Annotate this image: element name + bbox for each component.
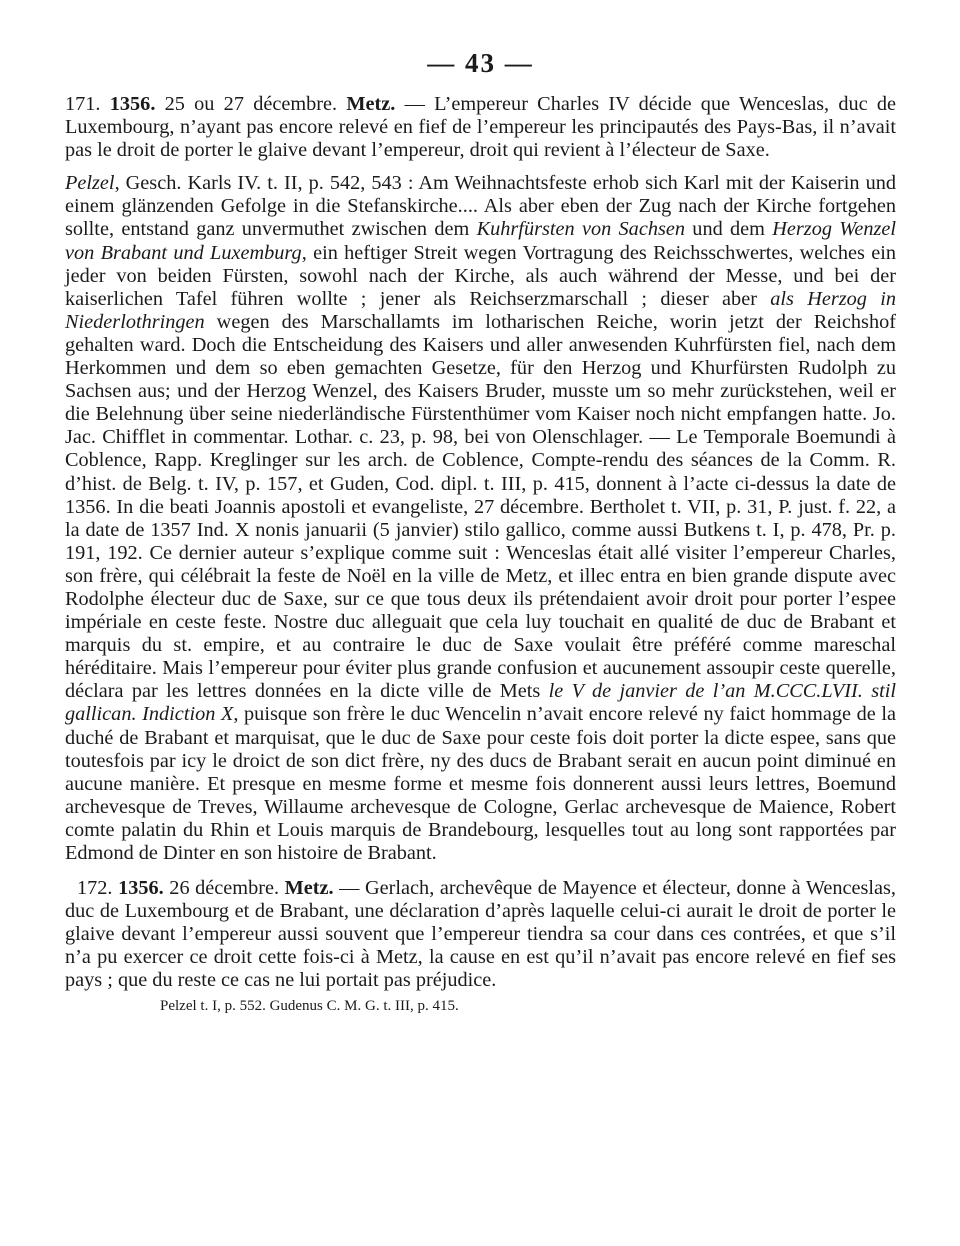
source-italic-2: Herzog Wenzel von Brabant und Luxemburg: [65, 218, 896, 264]
source-text-1: , Gesch. Karls IV. t. II, p. 542, 543 : Am Weihnachtsfeste erhob sich Karl mit der Kaiserin und einem glänzenden Gefolge in die Stefanskirche.... Als aber eben der Zug nach der Kirche fortgehen sollte, entstand ganz unvermuthet zwischen dem: [65, 172, 896, 241]
entry-footnote: Pelzel t. I, p. 552. Gudenus C. M. G. t. III, p. 415.: [160, 997, 459, 1014]
source-text-4: wegen des Marschallamts im lotharischen Reiche, worin jetzt der Reichshof gehalten ward. Doch die Entscheidung des Kaisers und aller anwesenden Kuhrfürsten fiel, nach dem Herkommen und dem so eben gemachten Gesetze, für den Herzog und Khurfürsten Rudolph zu Sachsen aus; und der Herzog Wenzel, des Kaisers Bruder, musste um so mehr zurückstehen, weil er die Belehnung über seine niederländische Fürstenthümer vom Kaiser noch nicht empfangen hatte. Jo. Jac. Chifflet in commentar. Lothar. c. 23, p. 98, bei von Olenschlager. — Le Temporale Boemundi à Coblence, Rapp. Kreglinger sur les arch. de Coblence, Compte-rendu des séances de la Comm. R. d’hist. de Belg. t. IV, p. 157, et Guden, Cod. dipl. t. III, p. 415, donnent à l’acte ci-dessus la date de 1356. In die beati Joannis apostoli et evangeliste, 27 décembre. Bertholet t. VII, p. 31, P. just. f. 22, a la date de 1357 Ind. X nonis januarii (5 janvier) stilo gallico, comme aussi Butkens t. I, p. 478, Pr. p. 191, 192. Ce dernier auteur s’explique comme suit : Wenceslas était allé visiter l’empereur Charles, son frère, qui célébrait la feste de Noël en la ville de Metz, et illec entra en bien grande dispute avec Rodolphe électeur duc de Saxe, sur ce que tous deux ils prétendaient avoir droit pour porter l’espee impériale en ceste feste. Nostre duc alleguait que cela luy touchait en qualité de duc de Brabant et marquis du st. empire, et au contraire le duc de Saxe voulait être préféré comme mareschal héréditaire. Mais l’empereur pour éviter plus grande confusion et aucunement assoupir ceste querelle, déclara par les lettres données en la dicte ville de Mets: [65, 310, 896, 703]
source-italic-4: le V de janvier de l’an M.CCC.LVII. stil gallican. Indiction X: [65, 680, 896, 726]
entry-date: 25 ou 27 décembre.: [164, 93, 338, 115]
entry-date: 26 décembre.: [169, 877, 280, 900]
document-page: [65, 48, 896, 1027]
source-italic-3: als Herzog in Niederlothringen: [65, 287, 896, 333]
source-text-2: und dem: [685, 218, 773, 241]
entry-source-paragraph: [65, 172, 896, 865]
source-author: Pelzel: [65, 172, 115, 195]
entry-heading-paragraph: [65, 93, 896, 162]
source-text-5: , puisque son frère le duc Wencelin n’avait encore relevé ny faict hommage de la duché de Brabant et marquisat, que le duc de Saxe pour ceste fois doit porter la dicte espee, sans que toutesfois par icy le droict de son dict frère, ny des ducs de Brabant serait en aucun point diminué en aucune manière. Et presque en mesme forme et mesme fois donnerent aussi leurs lettres, Boemund archevesque de Treves, Willaume archevesque de Cologne, Gerlac archevesque de Maience, Robert comte palatin du Rhin et Louis marquis de Brandebourg, lesquelles tout au long sont rapportées par Edmond de Dinter en son histoire de Brabant.: [65, 703, 896, 864]
entry-number: 172.: [77, 877, 113, 900]
entry-year: 1356.: [109, 93, 156, 115]
entry-heading-paragraph: [65, 877, 896, 992]
entry-number: 171.: [65, 93, 101, 115]
entry-year: 1356.: [118, 877, 164, 900]
page-number: — 43 —: [427, 48, 534, 78]
source-italic-1: Kuhrfürsten von Sachsen: [476, 218, 685, 241]
regeste-entry-171: [65, 93, 896, 865]
entry-summary: — L’empereur Charles IV décide que Wenceslas, duc de Luxembourg, n’ayant pas encore relevé en fief de l’empereur les principautés des Pays-Bas, il n’avait pas le droit de porter le glaive devant l’empereur, droit qui revient à l’électeur de Saxe.: [65, 93, 897, 162]
entry-place: Metz.: [284, 877, 334, 900]
entry-summary: — Gerlach, archevêque de Mayence et électeur, donne à Wenceslas, duc de Luxembourg et de Brabant, une déclaration d’après laquelle celui-ci aurait le droit de porter le glaive devant l’empereur aussi souvent que l’empereur tiendra sa cour dans ces contrées, et que s’il n’a pu exercer ce droit cette fois-ci à Metz, la cause en est qu’il n’avait pas encore relevé en fief ses pays ; que du reste ce cas ne lui portait pas préjudice.: [65, 877, 896, 992]
source-text-3: , ein heftiger Streit wegen Vortragung des Reichsschwertes, welches ein jeder von beiden Fürsten, sowohl nach der Kirche, als auch während der Messe, und bei der kaiserlichen Tafel führen wollte ; jener als Reichserzmarschall ; dieser aber: [65, 241, 896, 310]
regeste-entry-172: [65, 877, 896, 1014]
entry-place: Metz.: [346, 93, 396, 115]
